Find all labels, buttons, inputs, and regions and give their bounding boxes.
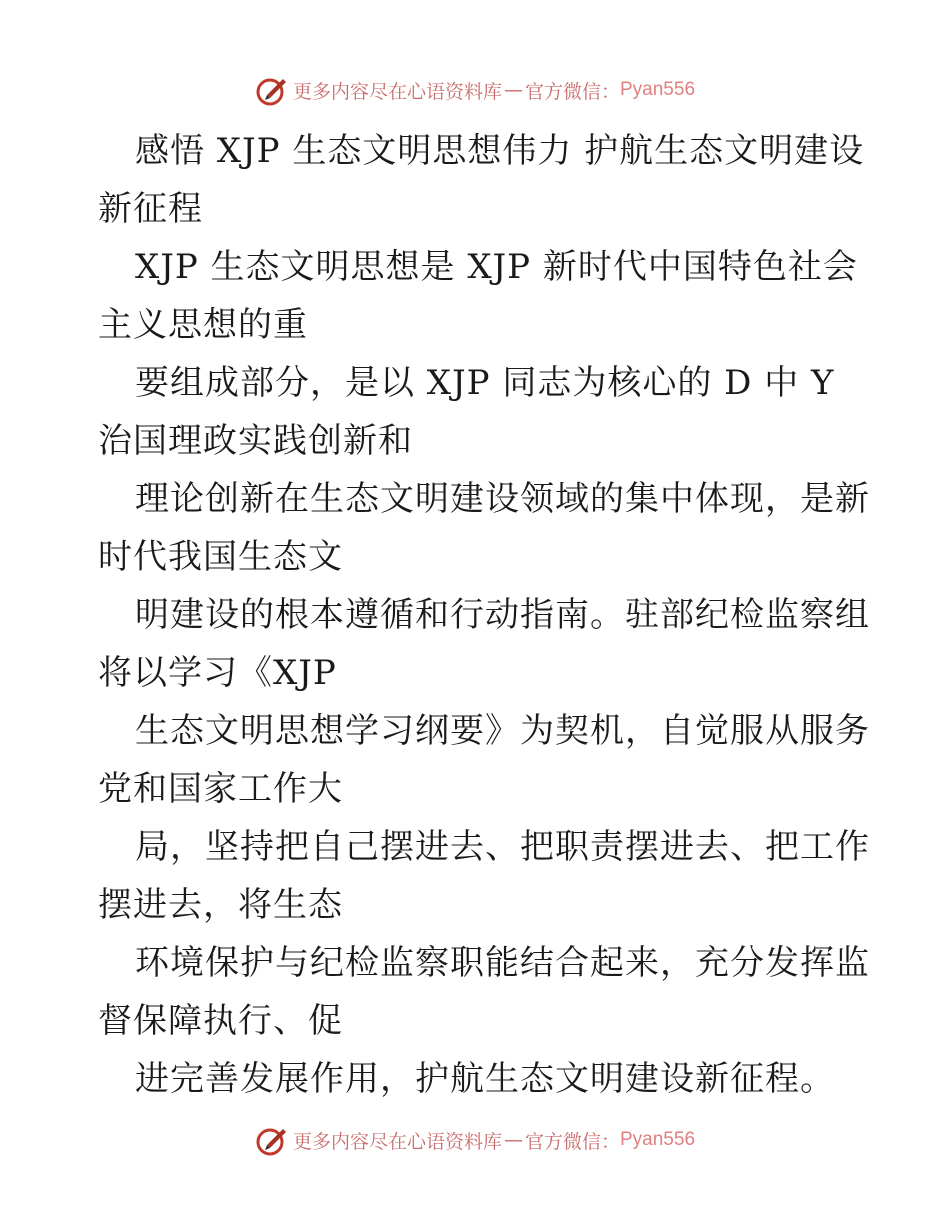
paragraph — [98, 1050, 878, 1108]
watermark-handle: Pyan556 — [620, 1129, 696, 1150]
paragraph — [98, 238, 878, 354]
paragraph-line: 感悟 XJP 生态文明思想伟力 护航生态文明建设 — [135, 131, 865, 171]
paragraph-line: 治国理政实践创新和 — [98, 421, 413, 461]
paragraph — [98, 702, 878, 818]
pen-logo-icon — [255, 1123, 289, 1157]
header-watermark — [0, 70, 950, 110]
watermark-text: 更多内容尽在心语资料库 — [292, 80, 502, 103]
paragraph-line: 进完善发展作用，护航生态文明建设新征程。 — [135, 1059, 835, 1099]
paragraph-line: XJP 生态文明思想是 XJP 新时代中国特色社会 — [135, 247, 858, 287]
watermark-text: 更多内容尽在心语资料库 — [292, 1130, 502, 1153]
pen-logo-icon — [255, 73, 289, 107]
watermark-handle: Pyan556 — [620, 79, 696, 100]
watermark-label: 官方微信： — [524, 1130, 620, 1153]
paragraph-line: 局，坚持把自己摆进去、把职责摆进去、把工作 — [135, 827, 870, 867]
paragraph-line: 生态文明思想学习纲要》为契机，自觉服从服务 — [135, 711, 870, 751]
watermark-dash: — — [503, 79, 523, 101]
paragraph — [98, 470, 878, 586]
paragraph-line: 环境保护与纪检监察职能结合起来，充分发挥监 — [135, 943, 870, 983]
document-body — [98, 122, 878, 1108]
paragraph — [98, 354, 878, 470]
paragraph-line: 摆进去，将生态 — [98, 885, 343, 925]
paragraph-line: 督保障执行、促 — [98, 1001, 343, 1041]
watermark-label: 官方微信： — [524, 80, 620, 103]
paragraph-line: 新征程 — [98, 189, 203, 229]
paragraph-line: 要组成部分，是以 XJP 同志为核心的 D 中 Y — [135, 363, 835, 403]
paragraph-line: 时代我国生态文 — [98, 537, 343, 577]
paragraph — [98, 934, 878, 1050]
footer-watermark — [0, 1120, 950, 1160]
paragraph-line: 主义思想的重 — [98, 305, 308, 345]
watermark-dash: — — [503, 1129, 523, 1151]
paragraph-line: 将以学习《XJP — [98, 653, 337, 693]
paragraph — [98, 586, 878, 702]
paragraph-line: 明建设的根本遵循和行动指南。驻部纪检监察组 — [135, 595, 870, 635]
paragraph — [98, 818, 878, 934]
paragraph-line: 党和国家工作大 — [98, 769, 343, 809]
paragraph-title — [98, 122, 878, 238]
paragraph-line: 理论创新在生态文明建设领域的集中体现，是新 — [135, 479, 870, 519]
